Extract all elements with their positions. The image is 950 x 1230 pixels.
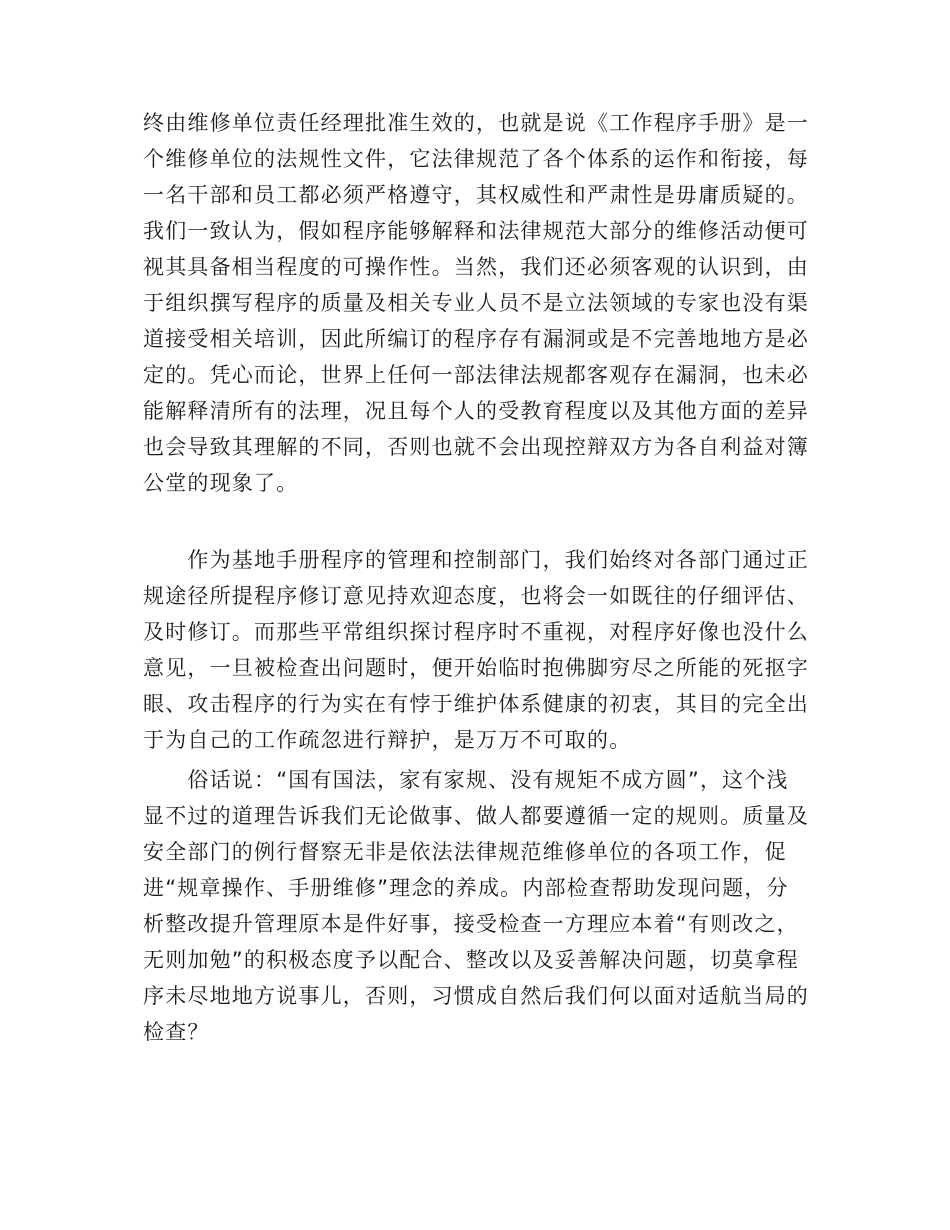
text-line: 眼、攻击程序的行为实在有悖于维护体系健康的初衷，其目的完全出 (143, 692, 809, 716)
text-line: 我们一致认为，假如程序能够解释和法律规范大部分的维修活动便可 (143, 219, 809, 243)
text-line: 个维修单位的法规性文件，它法律规范了各个体系的运作和衔接，每 (143, 147, 809, 171)
text-line: 及时修订。而那些平常组织探讨程序时不重视，对程序好像也没什么 (143, 620, 809, 644)
text-line: 道接受相关培训，因此所编订的程序存有漏洞或是不完善地地方是必 (143, 327, 809, 351)
text-line: 于组织撰写程序的质量及相关专业人员不是立法领域的专家也没有渠 (143, 291, 809, 315)
text-line: 无则加勉”的积极态度予以配合、整改以及妥善解决问题，切莫拿程 (143, 948, 799, 972)
text-line: 视其具备相当程度的可操作性。当然，我们还必须客观的认识到，由 (143, 255, 809, 279)
text-line: 析整改提升管理原本是件好事，接受检查一方理应本着“有则改之， (143, 912, 799, 936)
text-line: 终由维修单位责任经理批准生效的，也就是说《工作程序手册》是一 (143, 111, 809, 135)
paragraph-1 (143, 105, 809, 501)
text-line: 意见，一旦被检查出问题时，便开始临时抱佛脚穷尽之所能的死抠字 (143, 656, 809, 680)
text-line: 于为自己的工作疏忽进行辩护，是万万不可取的。 (143, 728, 632, 752)
text-line: 检查？ (143, 1020, 210, 1044)
text-line: 作为基地手册程序的管理和控制部门，我们始终对各部门通过正 (143, 548, 809, 572)
paragraph-3 (143, 762, 809, 1050)
text-line: 俗话说：“国有国法，家有家规、没有规矩不成方圆”，这个浅 (143, 768, 789, 792)
text-line: 一名干部和员工都必须严格遵守，其权威性和严肃性是毋庸质疑的。 (143, 183, 809, 207)
text-line: 进“规章操作、手册维修”理念的养成。内部检查帮助发现问题，分 (143, 876, 789, 900)
text-line: 安全部门的例行督察无非是依法法律规范维修单位的各项工作，促 (143, 840, 787, 864)
text-line: 公堂的现象了。 (143, 471, 299, 495)
text-line: 定的。凭心而论，世界上任何一部法律法规都客观存在漏洞，也未必 (143, 363, 809, 387)
text-line: 序未尽地地方说事儿，否则，习惯成自然后我们何以面对适航当局的 (143, 984, 809, 1008)
text-line: 显不过的道理告诉我们无论做事、做人都要遵循一定的规则。质量及 (143, 804, 809, 828)
paragraph-2 (143, 542, 809, 758)
text-line: 能解释清所有的法理，况且每个人的受教育程度以及其他方面的差异 (143, 399, 809, 423)
text-line: 也会导致其理解的不同，否则也就不会出现控辩双方为各自利益对簿 (143, 435, 809, 459)
text-line: 规途径所提程序修订意见持欢迎态度，也将会一如既往的仔细评估、 (143, 584, 809, 608)
